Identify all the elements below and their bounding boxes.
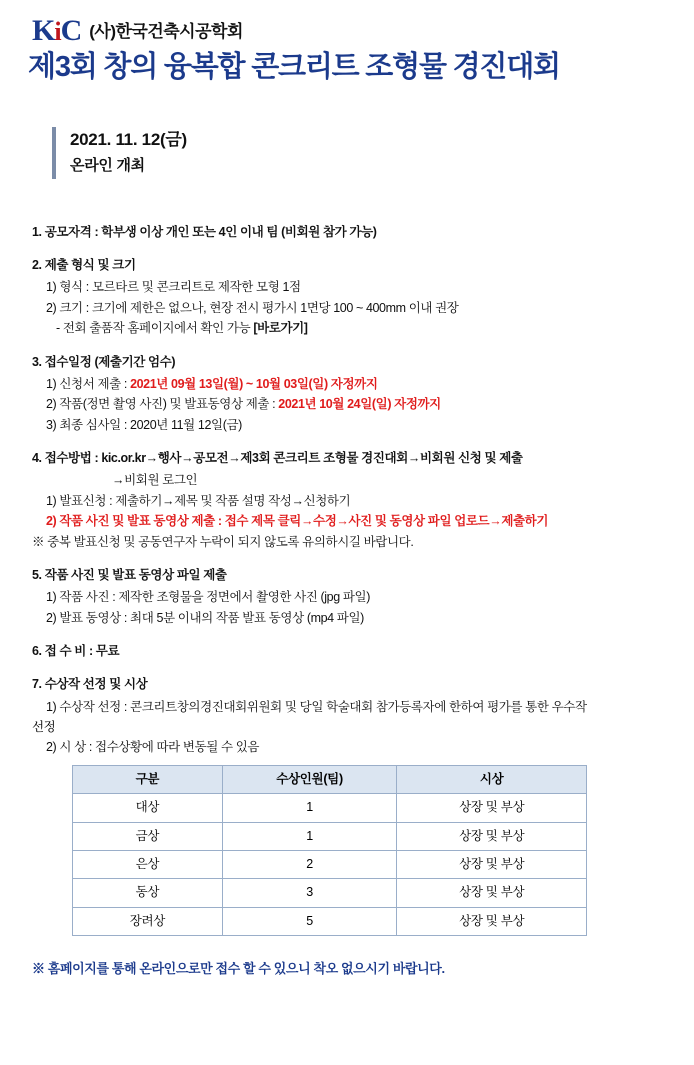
section-schedule (32, 353, 676, 436)
cell-category: 장려상 (73, 907, 223, 935)
application-period-date: 2021년 09월 13일(월) ~ 10월 03일(일) 자정까지 (130, 376, 378, 391)
table-row (73, 851, 587, 879)
table-row (73, 879, 587, 907)
cell-category: 은상 (73, 851, 223, 879)
work-submission-label: 2) 작품(정면 촬영 사진) 및 발표동영상 제출 : (46, 397, 279, 412)
event-venue: 온라인 개최 (70, 157, 145, 175)
logo-letter-c: C (60, 14, 82, 47)
cell-count: 5 (222, 907, 397, 935)
logo-letter-k: K (32, 14, 55, 47)
list-item-award-note: 2) 시 상 : 접수상황에 따라 변동될 수 있음 (46, 739, 260, 754)
table-row (73, 822, 587, 850)
cell-prize: 상장 및 부상 (397, 822, 587, 850)
list-item-work-submission (32, 395, 676, 414)
how-to-apply-label: 4. 접수방법 : (32, 451, 102, 466)
list-item-presentation-apply: 1) 발표신청 : 제출하기→제목 및 작품 설명 작성→신청하기 (46, 493, 351, 508)
how-to-apply-path: kic.or.kr→행사→공모전→제3회 콘크리트 조형물 경진대회→비회원 신청 및 제출 (101, 451, 523, 466)
section-heading: 2. 제출 형식 및 크기 (32, 258, 136, 273)
list-item-award-selection (32, 698, 676, 717)
cell-category: 동상 (73, 879, 223, 907)
event-date: 2021. 11. 12(금) (70, 129, 187, 149)
list-item: 1) 형식 : 모르타르 및 콘크리트로 제작한 모형 1점 (46, 280, 301, 295)
award-table (72, 765, 587, 936)
award-selection-line1: 1) 수상작 선정 : 콘크리트창의경진대회위원회 및 당일 학술대회 참가등록자에 한하여 평가를 통한 우수작 (46, 699, 587, 714)
table-row (73, 907, 587, 935)
cell-prize: 상장 및 부상 (397, 794, 587, 822)
page-title: 제3회 창의 융복합 콘크리트 조형물 경진대회 (28, 51, 560, 83)
table-header-category: 구분 (73, 765, 223, 793)
section-fee (32, 642, 676, 661)
section-awards (32, 675, 676, 936)
section-heading: 7. 수상작 선정 및 시상 (32, 677, 148, 692)
section-files (32, 566, 676, 628)
previous-works-text: - 전회 출품작 홈페이지에서 확인 가능 (56, 321, 254, 336)
cell-count: 3 (222, 879, 397, 907)
list-item-previous-works (32, 319, 676, 338)
work-submission-date: 2021년 10월 24일(일) 자정까지 (278, 397, 441, 412)
section-how-to-apply (32, 449, 676, 552)
cell-category: 대상 (73, 794, 223, 822)
list-item: 2) 크기 : 크기에 제한은 없으나, 현장 전시 평가시 1면당 100 ~ 400mm 이내 권장 (46, 300, 459, 315)
table-header-prize: 시상 (397, 765, 587, 793)
cell-prize: 상장 및 부상 (397, 851, 587, 879)
section-heading: 6. 접 수 비 : 무료 (32, 644, 120, 659)
section-heading: 5. 작품 사진 및 발표 동영상 파일 제출 (32, 567, 227, 582)
organization-header (32, 14, 676, 47)
event-date-block (52, 127, 676, 179)
section-heading: 3. 접수일정 (제출기간 엄수) (32, 354, 176, 369)
award-selection-line2: 선정 (32, 720, 56, 735)
list-item-application-period (32, 375, 676, 394)
cell-category: 금상 (73, 822, 223, 850)
table-header-count: 수상인원(팀) (222, 765, 397, 793)
organization-name: (사)한국건축시공학회 (89, 22, 243, 41)
application-period-label: 1) 신청서 제출 : (46, 376, 131, 391)
cell-count: 1 (222, 822, 397, 850)
footer-note: ※ 홈페이지를 통해 온라인으로만 접수 할 수 있으니 착오 없으시기 바랍니다. (32, 961, 445, 977)
table-row (73, 794, 587, 822)
document-body (18, 223, 676, 937)
section-eligibility (32, 223, 676, 242)
go-link[interactable]: [바로가기] (253, 321, 308, 336)
list-item-final-review: 3) 최종 심사일 : 2020년 11월 12일(금) (46, 417, 242, 432)
list-item-file-submit: 2) 작품 사진 및 발표 동영상 제출 : 접수 제목 클릭→수정→사진 및 동영상 파일 업로드→제출하기 (46, 514, 549, 529)
note-duplicate-warning: ※ 중복 발표신청 및 공동연구자 누락이 되지 않도록 유의하시길 바랍니다. (32, 534, 414, 549)
section-heading (32, 449, 676, 468)
list-item-nonmember-login: →비회원 로그인 (112, 473, 198, 488)
table-header-row (73, 765, 587, 793)
logo-letter-i: i (54, 17, 61, 46)
list-item: 1) 작품 사진 : 제작한 조형물을 정면에서 촬영한 사진 (jpg 파일) (46, 590, 370, 605)
cell-prize: 상장 및 부상 (397, 879, 587, 907)
cell-count: 1 (222, 794, 397, 822)
section-submission-format (32, 256, 676, 339)
cell-prize: 상장 및 부상 (397, 907, 587, 935)
section-heading: 1. 공모자격 : 학부생 이상 개인 또는 4인 이내 팀 (비회원 참가 가능) (32, 224, 377, 239)
list-item: 2) 발표 동영상 : 최대 5분 이내의 작품 발표 동영상 (mp4 파일) (46, 610, 364, 625)
kic-logo (32, 16, 81, 46)
cell-count: 2 (222, 851, 397, 879)
